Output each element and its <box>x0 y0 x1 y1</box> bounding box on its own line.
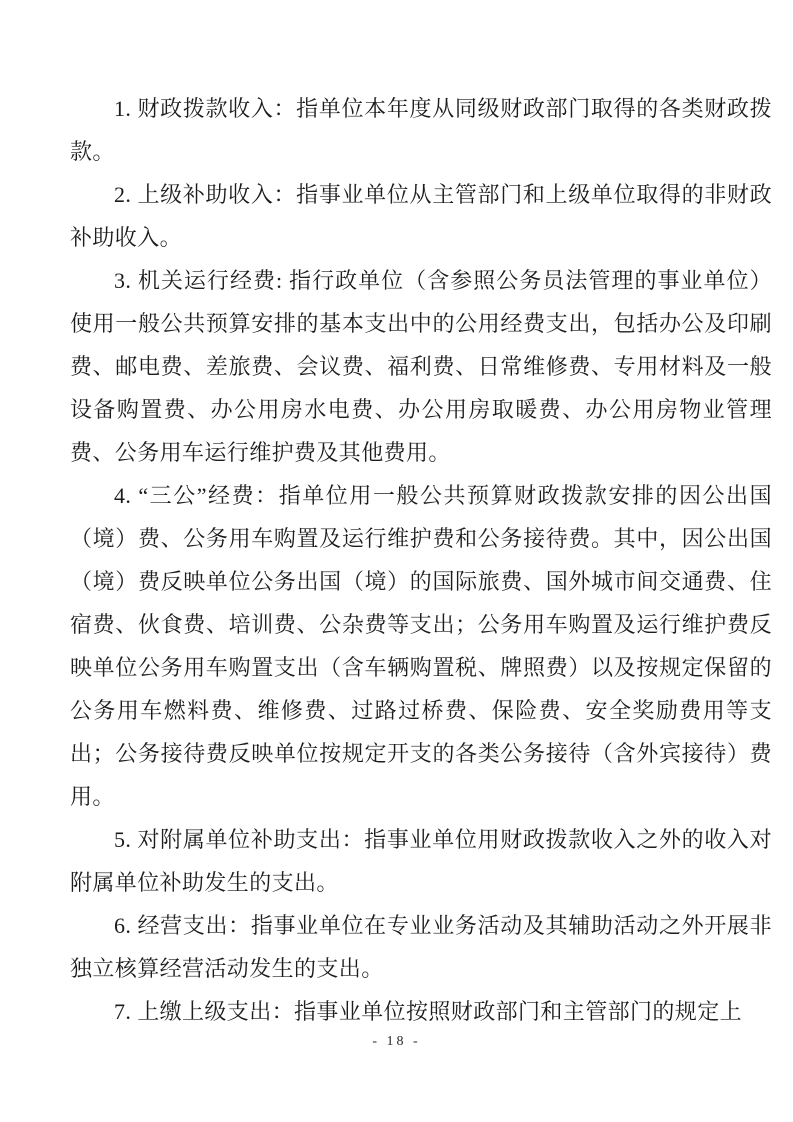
paragraph-three-public-expenses: 4. “三公”经费：指单位用一般公共预算财政拨款安排的因公出国（境）费、公务用车购置及运行维护费和公务接待费。其中，因公出国（境）费反映单位公务出国（境）的国际旅费、国外城市间交通费、住宿费、伙食费、培训费、公杂费等支出；公务用车购置及运行维护费反映单位公务用车购置支出（含车辆购置税、牌照费）以及按规定保留的公务用车燃料费、维修费、过路过桥费、保险费、安全奖励费用等支出；公务接待费反映单位按规定开支的各类公务接待（含外宾接待）费用。 <box>70 483 772 809</box>
paragraph-payment-to-superior: 7. 上缴上级支出：指事业单位按照财政部门和主管部门的规定上 <box>114 999 743 1024</box>
paragraph-fiscal-appropriation-income: 1. 财政拨款收入：指单位本年度从同级财政部门取得的各类财政拨款。 <box>70 96 772 164</box>
paragraph-agency-operating-funds: 3. 机关运行经费: 指行政单位（含参照公务员法管理的事业单位）使用一般公共预算安排的基本支出中的公用经费支出，包括办公及印刷费、邮电费、差旅费、会议费、福利费、日常维修费、专用材料及一般设备购置费、办公用房水电费、办公用房取暖费、办公用房物业管理费、公务用车运行维护费及其他费用。 <box>70 268 772 465</box>
paragraph-superior-subsidy-income: 2. 上级补助收入：指事业单位从主管部门和上级单位取得的非财政补助收入。 <box>70 182 772 250</box>
page-footer <box>0 1032 793 1050</box>
page-number: - 18 - <box>372 1034 421 1049</box>
paragraph-subsidy-to-affiliated-units: 5. 对附属单位补助支出：指事业单位用财政拨款收入之外的收入对附属单位补助发生的支出。 <box>70 827 772 895</box>
document-body <box>70 87 772 1033</box>
paragraph-operating-expenditure: 6. 经营支出：指事业单位在专业业务活动及其辅助活动之外开展非独立核算经营活动发生的支出。 <box>70 913 772 981</box>
